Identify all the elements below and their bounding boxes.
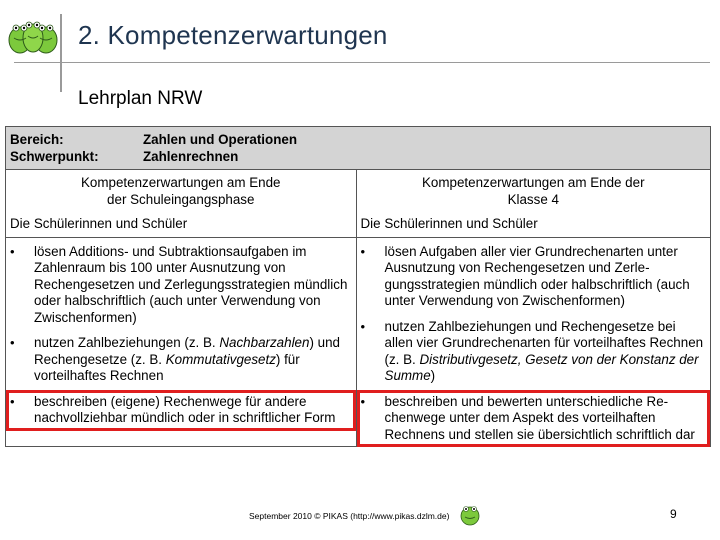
footer-copyright: September 2010 © PIKAS (http://www.pikas.dzlm.de) (249, 511, 450, 521)
bullet-icon: • (10, 335, 15, 350)
col2-item-3 (361, 394, 706, 444)
col1-heading-line1: Kompetenzerwartungen am Ende (81, 175, 281, 190)
col2-item-1 (361, 244, 706, 310)
bereich-label: Bereich: (10, 132, 64, 147)
col2-item-2 (361, 319, 706, 385)
bullet-icon: • (10, 243, 15, 259)
col2-item-text: beschreiben und bewerten unterschiedliche Rechenwege unter dem Aspekt des vorteilhaften Rechnens und stellen sie übersichtlich schriftlich dar (384, 393, 695, 442)
curriculum-table (5, 126, 711, 447)
col1-who: Die Schülerinnen und Schüler (10, 216, 188, 231)
col1-item-list (10, 244, 352, 427)
table-header-area (6, 127, 711, 170)
col1-heading-line2: der Schuleingangsphase (107, 191, 255, 207)
col2-who: Die Schülerinnen und Schüler (360, 216, 538, 231)
schwerpunkt-value: Zahlenrechnen (143, 148, 239, 164)
col1-item-text: lösen Additions- und Subtraktionsaufgaben im Zahlenraum bis 100 unter Ausnutzung von Rechengesetzen und Zerlegungsstrategien mündlich oder halbschriftlich (auch unter Verwendung von Zwischenformen) (34, 243, 348, 325)
column-items-left (6, 237, 357, 447)
bullet-icon: • (360, 318, 366, 334)
col2-item-text: lösen Aufgaben aller vier Grundrechenarten unter Ausnutzung von Rechengesetzen und Zerlegungsstrategien mündlich oder halbschriftlich (auch unter Verwendung von Zwischenformen) (384, 243, 690, 308)
col1-item-text: beschreiben (eigene) Rechenwege für andere nachvollziehbar mündlich oder in schriftlicher Form (34, 393, 336, 425)
title-divider-vertical (60, 14, 62, 92)
column-heading-left (6, 170, 357, 238)
column-heading-right (356, 170, 710, 238)
title-divider-horizontal (14, 62, 710, 63)
page-number: 9 (670, 507, 677, 521)
slide-subtitle: Lehrplan NRW (78, 88, 203, 109)
col1-item-text: nutzen Zahlbeziehungen (z. B. Nachbarzahlen) und Rechengesetze (z. B. Kommutativgesetz) für vorteilhaftes Rechnen (34, 335, 340, 383)
pikas-frogs-logo-icon (6, 16, 60, 56)
col2-item-list (361, 244, 706, 444)
col2-heading-line1: Kompetenzerwartungen am Ende der (421, 175, 645, 190)
col2-item-text: nutzen Zahlbeziehungen und Rechengesetze bei allen vier Grundrechenarten für vorteilhaftes Rechnen (z. B. Distributivgesetz, Gesetz von der Konstanz der Summe) (384, 318, 704, 383)
column-items-right (356, 237, 710, 447)
bullet-icon: • (10, 393, 15, 409)
bereich-value: Zahlen und Operationen (143, 132, 297, 147)
col1-item-1 (10, 244, 352, 327)
bullet-icon: • (360, 393, 366, 409)
col1-item-2 (10, 335, 352, 385)
col1-item-3 (10, 394, 352, 427)
bullet-icon: • (360, 243, 366, 259)
col2-heading-line2: Klasse 4 (507, 191, 559, 207)
pikas-frog-footer-icon (458, 502, 482, 526)
slide-title: 2. Kompetenzerwartungen (78, 20, 388, 50)
schwerpunkt-label: Schwerpunkt: (10, 148, 99, 164)
